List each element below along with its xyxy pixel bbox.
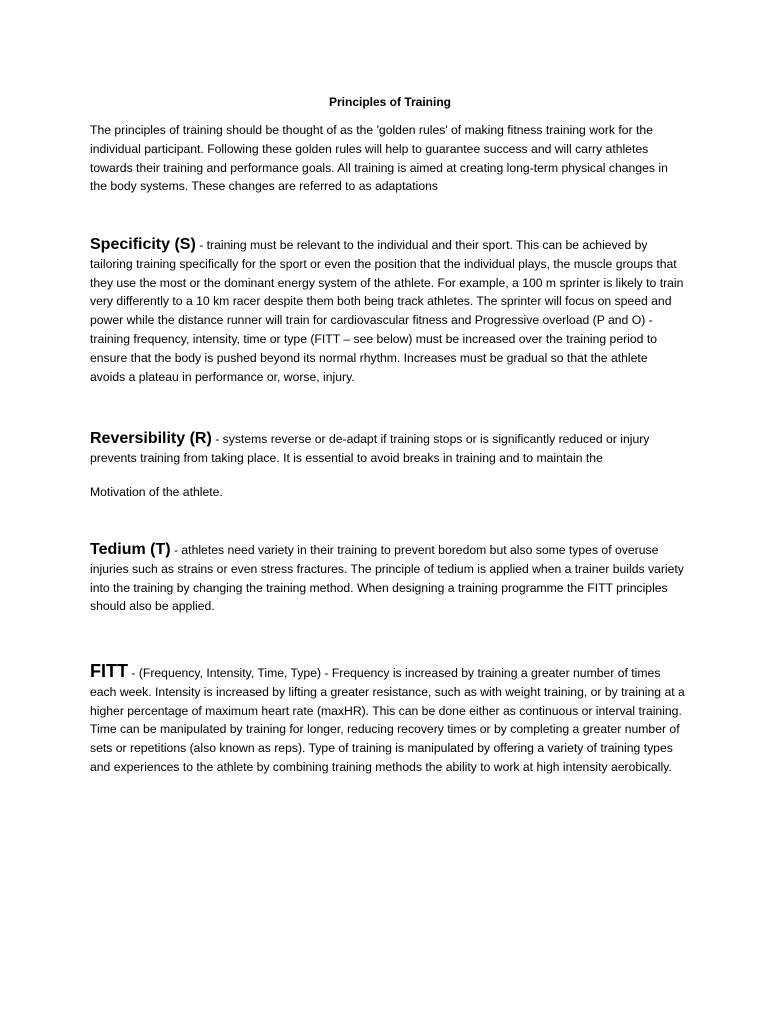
reversibility-heading: Reversibility (R) <box>90 430 212 447</box>
reversibility-text: - systems reverse or de-adapt if training stops or is significantly reduced or injury prevents training from taking place. It is essential to avoid breaks in training and to maintain the <box>90 432 650 465</box>
fitt-text: - (Frequency, Intensity, Time, Type) - Frequency is increased by training a greater number of times each week. Intensity is increased by lifting a greater resistance, such as with weight training, or by training at a higher percentage of maximum heart rate (maxHR). This can be done either as continuous or interval training. Time can be manipulated by training for longer, reducing recovery times or by completing a greater number of sets or repetitions (also known as reps). Type of training is manipulated by offering a variety of training types and experiences to the athlete by combining training methods the ability to work at high intensity aerobically. <box>90 666 685 774</box>
fitt-paragraph <box>90 662 686 777</box>
tedium-heading: Tedium (T) <box>90 541 171 558</box>
tedium-paragraph <box>90 541 686 616</box>
intro-paragraph: The principles of training should be thought of as the 'golden rules' of making fitness training work for the individual participant. Following these golden rules will help to guarantee success and will carry athletes towards their training and performance goals. All training is aimed at creating long-term physical changes in the body systems. These changes are referred to as adaptations <box>90 123 668 194</box>
reversibility-continuation: Motivation of the athlete. <box>90 485 223 499</box>
specificity-heading: Specificity (S) <box>90 236 196 253</box>
page-title: Principles of Training <box>328 95 452 109</box>
fitt-heading: FITT <box>90 661 128 681</box>
tedium-text: - athletes need variety in their training to prevent boredom but also some types of overuse injuries such as strains or even stress fractures. The principle of tedium is applied when a trainer builds variety into the training by changing the training method. When designing a training programme the FITT principles should also be applied. <box>90 543 684 614</box>
specificity-text: - training must be relevant to the individual and their sport. This can be achieved by tailoring training specifically for the sport or even the position that the individual plays, the muscle groups that they use the most or the dominant energy system of the athlete. For example, a 100 m sprinter is likely to train very differently to a 10 km racer despite them both being track athletes. The sprinter will focus on speed and power while the distance runner will train for cardiovascular fitness and Progressive overload (P and O) - training frequency, intensity, time or type (FITT – see below) must be increased over the training period to ensure that the body is pushed beyond its normal rhythm. Increases must be gradual so that the athlete avoids a plateau in performance or, worse, injury. <box>90 238 684 384</box>
reversibility-paragraph <box>90 430 686 468</box>
specificity-paragraph <box>90 236 686 386</box>
